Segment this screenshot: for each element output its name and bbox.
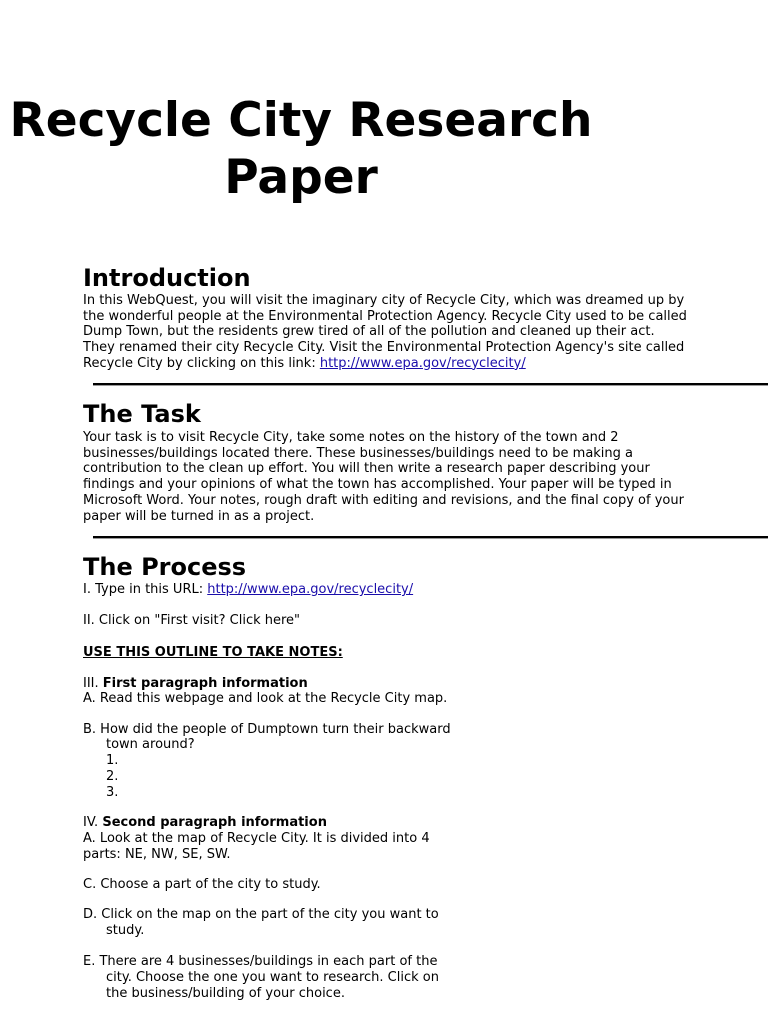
task-line: contribution to the clean up effort. You will then write a research paper describing your bbox=[83, 461, 650, 477]
numbered-item: 1. bbox=[106, 753, 119, 768]
recyclecity-link[interactable]: http://www.epa.gov/recyclecity/ bbox=[319, 355, 526, 371]
section-iv-item-d-cont: study. bbox=[106, 923, 145, 938]
divider bbox=[93, 536, 768, 538]
page-title bbox=[0, 92, 685, 206]
section-iv-heading bbox=[83, 815, 327, 831]
introduction-paragraph bbox=[83, 293, 693, 372]
section-iv-item-a: A. Look at the map of Recycle City. It is divided into 4 bbox=[83, 831, 430, 846]
section-iv-item-e-cont: the business/building of your choice. bbox=[106, 986, 345, 1001]
intro-line: Dump Town, but the residents grew tired of all of the pollution and cleaned up their act. bbox=[83, 324, 655, 340]
section-iii-item-b-cont: town around? bbox=[106, 737, 195, 752]
step-1-link[interactable]: http://www.epa.gov/recyclecity/ bbox=[207, 582, 414, 597]
section-iv-item-e-cont: city. Choose the one you want to research. Click on bbox=[106, 970, 439, 985]
section-iv-item-e: E. There are 4 businesses/buildings in each part of the bbox=[83, 954, 438, 969]
section-iv-item-a-cont: parts: NE, NW, SE, SW. bbox=[83, 847, 231, 862]
divider bbox=[93, 383, 768, 385]
section-iv-item-c: C. Choose a part of the city to study. bbox=[83, 877, 321, 892]
numbered-item: 2. bbox=[106, 769, 119, 784]
task-line: businesses/buildings located there. These businesses/buildings need to be making a bbox=[83, 445, 634, 461]
title-line-1: Recycle City Research bbox=[9, 93, 593, 148]
numbered-item: 3. bbox=[106, 785, 119, 800]
task-heading: The Task bbox=[83, 400, 201, 428]
section-iii-number: III. bbox=[83, 676, 103, 691]
introduction-heading: Introduction bbox=[83, 264, 251, 292]
intro-line: They renamed their city Recycle City. Visit the Environmental Protection Agency's site called bbox=[83, 340, 685, 356]
section-iii-title: First paragraph information bbox=[102, 676, 308, 691]
process-heading: The Process bbox=[83, 553, 247, 581]
task-line: Your task is to visit Recycle City, take some notes on the history of the town and 2 bbox=[83, 430, 619, 445]
intro-line: In this WebQuest, you will visit the imaginary city of Recycle City, which was dreamed up by bbox=[83, 293, 685, 308]
title-line-2: Paper bbox=[224, 150, 378, 205]
task-paragraph bbox=[83, 430, 693, 524]
section-iii-item-a: A. Read this webpage and look at the Recycle City map. bbox=[83, 691, 448, 706]
intro-link-prefix: Recycle City by clicking on this link: bbox=[83, 355, 320, 371]
process-step-1 bbox=[83, 582, 413, 598]
section-iv-number: IV. bbox=[83, 815, 103, 830]
outline-heading: USE THIS OUTLINE TO TAKE NOTES: bbox=[83, 645, 343, 660]
section-iii-item-b: B. How did the people of Dumptown turn their backward bbox=[83, 722, 451, 737]
task-line: Microsoft Word. Your notes, rough draft with editing and revisions, and the final copy of your bbox=[83, 492, 684, 508]
section-iii-heading bbox=[83, 676, 308, 692]
process-step-2: II. Click on "First visit? Click here" bbox=[83, 613, 301, 628]
step-1-text: I. Type in this URL: bbox=[83, 582, 208, 597]
task-line: findings and your opinions of what the town has accomplished. Your paper will be typed in bbox=[83, 477, 672, 493]
task-line: paper will be turned in as a project. bbox=[83, 508, 315, 524]
intro-line-last bbox=[83, 356, 693, 372]
intro-line: the wonderful people at the Environmental Protection Agency. Recycle City used to be called bbox=[83, 308, 687, 324]
section-iv-item-d: D. Click on the map on the part of the city you want to bbox=[83, 907, 439, 922]
section-iv-title: Second paragraph information bbox=[102, 815, 327, 830]
